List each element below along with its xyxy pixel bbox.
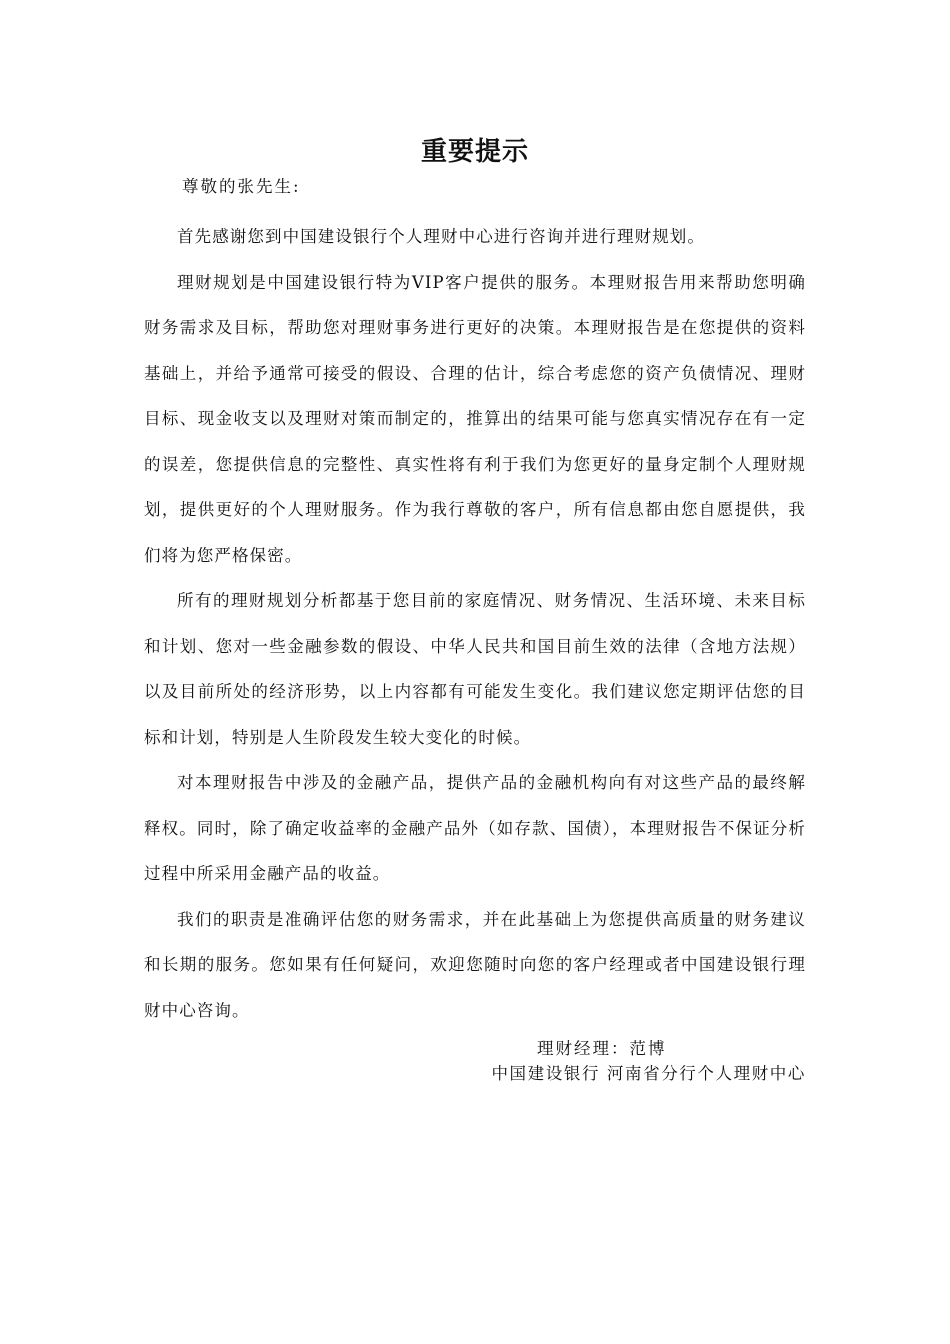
- paragraph-product-disclaimer: 对本理财报告中涉及的金融产品，提供产品的金融机构向有对这些产品的最终解释权。同时，除了确定收益率的金融产品外（如存款、国债），本理财报告不保证分析过程中所采用金融产品的收益。: [144, 773, 806, 883]
- paragraph-service-description: 理财规划是中国建设银行特为VIP客户提供的服务。本理财报告用来帮助您明确财务需求及目标，帮助您对理财事务进行更好的决策。本理财报告是在您提供的资料基础上，并给予通常可接受的假设、合理的估计，综合考虑您的资产负债情况、理财目标、现金收支以及理财对策而制定的，推算出的结果可能与您真实情况存在有一定的误差，您提供信息的完整性、真实性将有利于我们为您更好的量身定制个人理财规划，提供更好的个人理财服务。作为我行尊敬的客户，所有信息都由您自愿提供，我们将为您严格保密。: [144, 272, 806, 565]
- paragraph-responsibility: 我们的职责是准确评估您的财务需求，并在此基础上为您提供高质量的财务建议和长期的服务。您如果有任何疑问，欢迎您随时向您的客户经理或者中国建设银行理财中心咨询。: [144, 909, 806, 1020]
- paragraph-thanks: 首先感谢您到中国建设银行个人理财中心进行咨询并进行理财规划。: [177, 227, 705, 246]
- salutation: 尊敬的张先生:: [182, 177, 301, 196]
- page-title: 重要提示: [420, 137, 529, 167]
- signature-manager: 理财经理：范博: [537, 1039, 667, 1058]
- signature-organization: 中国建设银行 河南省分行个人理财中心: [491, 1064, 806, 1083]
- document-body: [144, 214, 806, 1033]
- paragraph-assumptions: 所有的理财规划分析都基于您目前的家庭情况、财务情况、生活环境、未来目标和计划、您对一些金融参数的假设、中华人民共和国目前生效的法律（含地方法规）以及目前所处的经济形势，以上内容都有可能发生变化。我们建议您定期评估您的目标和计划，特别是人生阶段发生较大变化的时候。: [144, 591, 806, 747]
